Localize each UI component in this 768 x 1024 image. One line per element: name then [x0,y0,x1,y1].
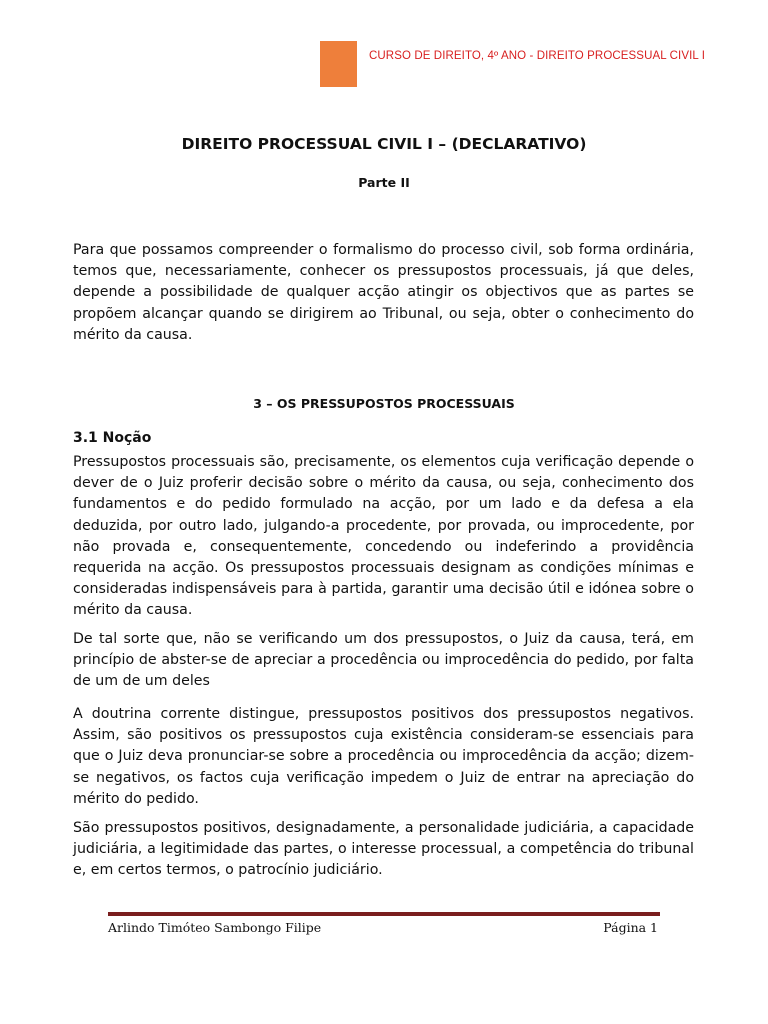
footer-divider [108,912,660,916]
document-title: DIREITO PROCESSUAL CIVIL I – (DECLARATIVO) [181,135,587,153]
header-accent-block [320,41,357,87]
intro-paragraph: Para que possamos compreender o formalismo do processo civil, sob forma ordinária, temos que, necessariamente, conhecer os pressupostos processuais, já que deles, depende a possibilidade de qualquer acção atingir os objectivos que as partes se propõem alcançar quando se dirigirem ao Tribunal, ou seja, obter o conhecimento do mérito da causa. [73,242,694,343]
subsection-heading: 3.1 Noção [73,430,152,446]
section-heading: 3 – OS PRESSUPOSTOS PROCESSUAIS [253,396,515,411]
paragraph-doctrine: A doutrina corrente distingue, pressupostos positivos dos pressupostos negativos. Assim, são positivos os pressupostos cuja existência consideram-se essenciais para que o Juiz deva pronunciar-se sobre a procedência ou improcedência da acção; dizem-se negativos, os factos cuja verificação impedem o Juiz de entrar na apreciação do mérito do pedido. [73,706,694,807]
paragraph-positive-list: São pressupostos positivos, designadamente, a personalidade judiciária, a capacidade judiciária, a legitimidade das partes, o interesse processual, a competência do tribunal e, em certos termos, o patrocínio judiciário. [73,820,694,879]
footer-page-number: Página 1 [603,920,658,935]
footer-author: Arlindo Timóteo Sambongo Filipe [108,920,322,935]
paragraph-definition: Pressupostos processuais são, precisamente, os elementos cuja verificação depende o dever de o Juiz proferir decisão sobre o mérito da causa, ou seja, conhecimento dos fundamentos e do pedido formulado na acção, por um lado e da defesa a ela deduzida, por outro lado, julgando-a procedente, por provada, ou improcedente, por não provada e, consequentemente, concedendo ou indeferindo a providência requerida na acção. Os pressupostos processuais designam as condições mínimas e consideradas indispensáveis para à partida, garantir uma decisão útil e idónea sobre o mérito da causa. [73,454,694,619]
paragraph-consequence: De tal sorte que, não se verificando um dos pressupostos, o Juiz da causa, terá, em princípio de abster-se de apreciar a procedência ou improcedência do pedido, por falta de um de um deles [73,631,694,690]
document-subtitle: Parte II [358,175,410,190]
header-course-title: CURSO DE DIREITO, 4º ANO - DIREITO PROCESSUAL CIVIL I [369,50,706,62]
